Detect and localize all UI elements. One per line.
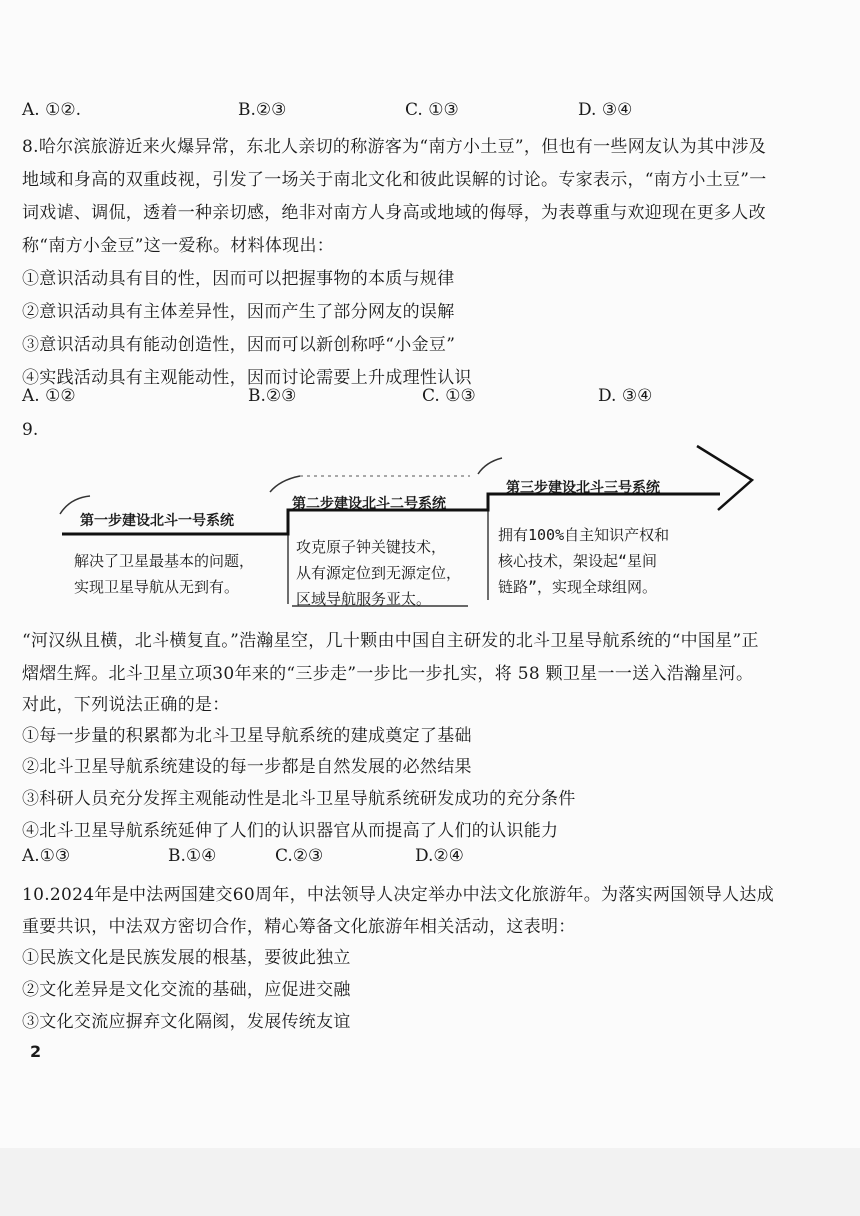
q9-stem-line: 对此，下列说法正确的是： — [22, 695, 230, 715]
q10-stem-line: 重要共识，中法双方密切合作，精心筹备文化旅游年相关活动，这表明： — [22, 917, 576, 937]
q7-option-b: B.②③ — [238, 100, 287, 120]
step2-description-line: 区域导航服务亚太。 — [296, 590, 432, 608]
q9-item-1: ①每一步量的积累都为北斗卫星导航系统的建成奠定了基础 — [22, 726, 472, 746]
q10-item-2: ②文化差异是文化交流的基础，应促进交融 — [22, 980, 351, 1000]
q9-item-4: ④北斗卫星导航系统延伸了人们的认识器官从而提高了人们的认识能力 — [22, 821, 559, 841]
q8-option-a: A. ①② — [22, 386, 76, 406]
page-number: 2 — [30, 1042, 42, 1061]
step3-description-line: 拥有100%自主知识产权和 — [498, 526, 670, 544]
step3-description-line: 核心技术，架设起“星间 — [498, 552, 658, 570]
q9-option-b: B.①④ — [168, 846, 217, 866]
step2-label: 第二步建设北斗二号系统 — [292, 496, 446, 512]
q8-option-c: C. ①③ — [422, 386, 476, 406]
page-bottom-margin — [0, 1148, 860, 1216]
q10-item-3: ③文化交流应摒弃文化隔阂，发展传统友谊 — [22, 1012, 351, 1032]
q8-item-2: ②意识活动具有主体差异性，因而产生了部分网友的误解 — [22, 302, 455, 322]
q10-stem-line: 10.2024年是中法两国建交60周年，中法领导人决定举办中法文化旅游年。为落实两国领导人达成 — [22, 885, 775, 905]
q8-stem-line: 称“南方小金豆”这一爱称。材料体现出： — [22, 236, 335, 256]
q9-option-d: D.②④ — [415, 846, 464, 866]
q8-option-b: B.②③ — [248, 386, 297, 406]
q9-stem-line: “河汉纵且横，北斗横复直。”浩瀚星空，几十颗由中国自主研发的北斗卫星导航系统的“中国星”正 — [22, 631, 759, 651]
q8-item-4: ④实践活动具有主观能动性，因而讨论需要上升成理性认识 — [22, 368, 472, 388]
step2-description-line: 攻克原子钟关键技术， — [296, 538, 447, 556]
step1-description-line: 解决了卫星最基本的问题， — [74, 552, 255, 570]
step3-description-line: 链路”，实现全球组网。 — [498, 578, 658, 596]
q9-item-2: ②北斗卫星导航系统建设的每一步都是自然发展的必然结果 — [22, 757, 472, 777]
q8-item-3: ③意识活动具有能动创造性，因而可以新创称呼“小金豆” — [22, 335, 456, 355]
q7-option-a: A. ①②. — [22, 100, 81, 120]
q9-option-a: A.①③ — [22, 846, 71, 866]
q8-option-d: D. ③④ — [598, 386, 653, 406]
step1-label: 第一步建设北斗一号系统 — [80, 513, 234, 529]
step1-description — [74, 548, 254, 600]
q9-option-c: C.②③ — [275, 846, 324, 866]
q9-stem-line: 熠熠生辉。北斗卫星立项30年来的“三步走”一步比一步扎实，将 58 颗卫星一一送入浩瀚星河。 — [22, 664, 754, 684]
q10-item-1: ①民族文化是民族发展的根基，要彼此独立 — [22, 948, 351, 968]
q8-item-1: ①意识活动具有目的性，因而可以把握事物的本质与规律 — [22, 269, 455, 289]
q7-option-d: D. ③④ — [578, 100, 633, 120]
step3-label: 第三步建设北斗三号系统 — [506, 480, 660, 496]
q9-number: 9. — [22, 420, 39, 440]
step3-description — [498, 522, 669, 600]
step1-description-line: 实现卫星导航从无到有。 — [74, 578, 240, 596]
q8-stem-line: 8.哈尔滨旅游近来火爆异常，东北人亲切的称游客为“南方小土豆”，但也有一些网友认为其中涉及 — [22, 137, 767, 157]
beidou-steps-diagram — [0, 440, 860, 610]
step2-description — [296, 534, 461, 612]
q8-stem-line: 地域和身高的双重歧视，引发了一场关于南北文化和彼此误解的讨论。专家表示，“南方小土豆”一 — [22, 170, 767, 190]
q9-item-3: ③科研人员充分发挥主观能动性是北斗卫星导航系统研发成功的充分条件 — [22, 789, 576, 809]
step2-description-line: 从有源定位到无源定位， — [296, 564, 462, 582]
q8-stem-line: 词戏谑、调侃，透着一种亲切感，绝非对南方人身高或地域的侮辱，为表尊重与欢迎现在更多人改 — [22, 203, 766, 223]
q7-option-c: C. ①③ — [405, 100, 459, 120]
